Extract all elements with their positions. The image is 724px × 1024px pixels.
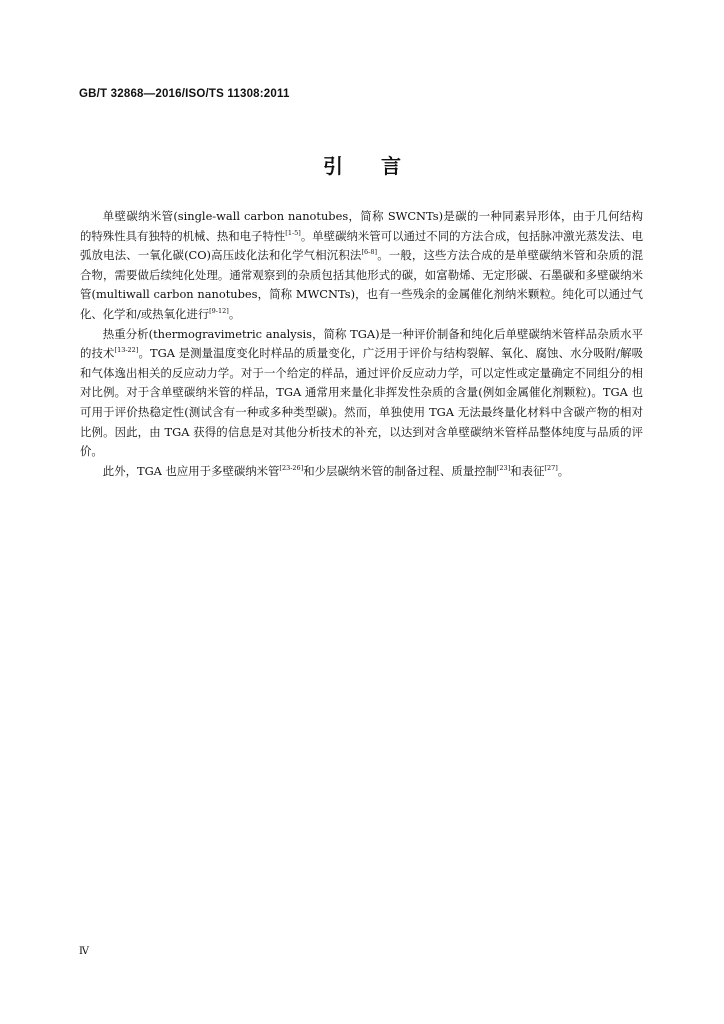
citation-reference: [6-8] xyxy=(361,248,378,257)
page-number: Ⅳ xyxy=(79,946,89,957)
paragraph-1 xyxy=(80,207,643,325)
text-run: 和表征 xyxy=(510,463,545,478)
introduction-body xyxy=(80,207,643,481)
text-run: 单壁碳纳米管(single-wall carbon nanotubes，简称 SWCNTs)是碳的一种同素异形体，由于几何结构的特殊性具有独特的机械、热和电子特性 xyxy=(80,209,643,243)
text-run: 。 xyxy=(557,463,570,478)
citation-reference: [23] xyxy=(496,463,511,472)
text-run: 。一般，这些方法合成的是单壁碳纳米管和杂质的混合物，需要做后续纯化处理。通常观察到的杂质包括其他形式的碳，如富勒烯、无定形碳、石墨碳和多壁碳纳米管(multiwall carbon nanotubes，简称 MWCNTs)，也有一些残余的金属催化剂纳米颗粒。纯化可以通过气化、化学和/或热氧化进行 xyxy=(80,248,643,321)
section-title: 引言 xyxy=(323,154,439,178)
text-run: 和少层碳纳米管的制备过程、质量控制 xyxy=(303,463,497,478)
citation-reference: [13-22] xyxy=(114,346,139,355)
citation-reference: [23-26] xyxy=(279,463,304,472)
paragraph-2 xyxy=(80,325,643,462)
standard-number-header: GB/T 32868—2016/ISO/TS 11308:2011 xyxy=(79,88,290,100)
paragraph-3 xyxy=(80,462,643,482)
text-run: 热重分析(thermogravimetric analysis，简称 TGA)是一种评价制备和纯化后单壁碳纳米管样品杂质水平的技术 xyxy=(80,326,643,361)
citation-reference: [9-12] xyxy=(209,306,229,315)
text-run: 。TGA 是测量温度变化时样品的质量变化，广泛用于评价与结构裂解、氧化、腐蚀、水分吸附/解吸和气体逸出相关的反应动力学。对于一个给定的样品，通过评价反应动力学，可以定性或定量确定不同组分的相对比例。对于含单壁碳纳米管的样品，TGA 通常用来量化非挥发性杂质的含量(例如金属催化剂颗粒)。TGA 也可用于评价热稳定性(测试含有一种或多种类型碳)。然而，单独使用 TGA 无法最终量化材料中含碳产物的相对比例。因此，由 TGA 获得的信息是对其他分析技术的补充，以达到对含单壁碳纳米管样品整体纯度与品质的评价。 xyxy=(80,346,643,459)
text-run: 。 xyxy=(228,306,241,321)
text-run: 此外，TGA 也应用于多壁碳纳米管 xyxy=(102,463,280,478)
text-run: 。单壁碳纳米管可以通过不同的方法合成，包括脉冲激光蒸发法、电弧放电法、一氧化碳(CO)高压歧化法和化学气相沉积法 xyxy=(80,228,643,263)
citation-reference: [1-5] xyxy=(285,228,301,237)
citation-reference: [27] xyxy=(544,463,558,472)
